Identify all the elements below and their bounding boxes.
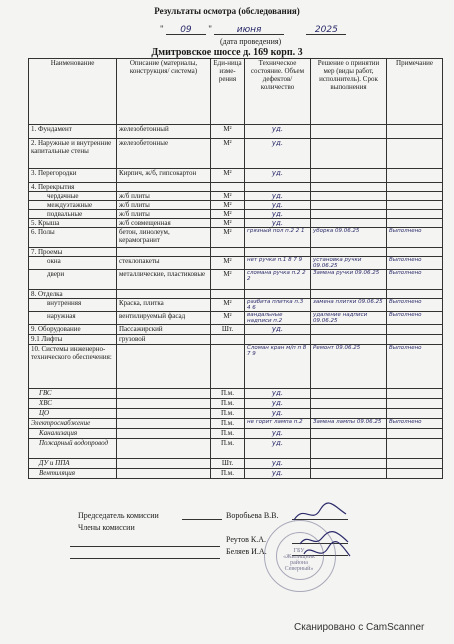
cell-desc (117, 469, 211, 479)
header-note: Примечание (387, 59, 443, 125)
cell-decision: Замена лампы 09.06.25 (311, 419, 387, 429)
table-row (29, 183, 443, 192)
cell-decision (311, 192, 387, 201)
cell-state (245, 290, 311, 299)
cell-state: уд. (245, 409, 311, 419)
cell-desc: вентилируемый фасад (117, 312, 211, 325)
cell-decision: Замена ручки 09.06.25 (311, 270, 387, 290)
cell-state: разбита плитка п.3 4 6 (245, 299, 311, 312)
date-year: 2025 (314, 25, 338, 35)
table-row (29, 290, 443, 299)
cell-name: 1. Фундамент (29, 125, 117, 139)
cell-name: двери (29, 270, 117, 290)
cell-note: Выполнено (387, 419, 443, 429)
cell-state: уд. (245, 201, 311, 210)
cell-state: уд. (245, 399, 311, 409)
cell-state: уд. (245, 459, 311, 469)
cell-note (387, 290, 443, 299)
cell-note (387, 192, 443, 201)
cell-unit: П.м. (211, 429, 245, 439)
cell-state: не горит лампа п.2 (245, 419, 311, 429)
table-row (29, 299, 443, 312)
cell-note: Выполнено (387, 299, 443, 312)
cell-unit (211, 290, 245, 299)
cell-note (387, 248, 443, 257)
table-row (29, 325, 443, 335)
table-row (29, 125, 443, 139)
cell-state (245, 335, 311, 345)
cell-unit: П.м. (211, 419, 245, 429)
cell-note (387, 201, 443, 210)
cell-desc (117, 419, 211, 429)
cell-decision: замена плитки 09.06.25 (311, 299, 387, 312)
cell-unit: М² (211, 299, 245, 312)
table-row (29, 228, 443, 248)
cell-note (387, 125, 443, 139)
table-row (29, 419, 443, 429)
cell-decision (311, 183, 387, 192)
chair-signature (290, 502, 350, 526)
date-line: " 09 " июня 2025 (160, 24, 346, 35)
cell-desc (117, 248, 211, 257)
cell-desc: Краска, плитка (117, 299, 211, 312)
cell-name: Канализация (29, 429, 117, 439)
cell-note (387, 325, 443, 335)
cell-note: Выполнено (387, 228, 443, 248)
table-row (29, 459, 443, 469)
cell-state: вандальные надписи п.2 (245, 312, 311, 325)
cell-state (245, 248, 311, 257)
table-row (29, 210, 443, 219)
header-unit: Еди-ница изме-рения (211, 59, 245, 125)
cell-decision (311, 325, 387, 335)
cell-decision (311, 248, 387, 257)
cell-note (387, 210, 443, 219)
cell-note: Выполнено (387, 270, 443, 290)
members-label: Члены комиссии (78, 523, 135, 532)
cell-unit: М² (211, 192, 245, 201)
cell-unit: М² (211, 139, 245, 169)
cell-decision: уборка 09.06.25 (311, 228, 387, 248)
cell-desc: Пассажирский (117, 325, 211, 335)
cell-name: ДУ и ППА (29, 459, 117, 469)
cell-state: уд. (245, 389, 311, 399)
table-row (29, 345, 443, 389)
cell-note (387, 399, 443, 409)
cell-note (387, 139, 443, 169)
cell-unit: М² (211, 257, 245, 270)
cell-name: 10. Системы инженерно-технического обеспечения: (29, 345, 117, 389)
cell-unit: П.м. (211, 399, 245, 409)
cell-name: 9. Оборудование (29, 325, 117, 335)
cell-decision (311, 219, 387, 228)
cell-state: уд. (245, 210, 311, 219)
cell-unit: М² (211, 228, 245, 248)
member2-signature (300, 540, 354, 562)
cell-unit: П.м. (211, 469, 245, 479)
cell-desc: ж/б плиты (117, 192, 211, 201)
cell-state (245, 183, 311, 192)
cell-decision (311, 210, 387, 219)
cell-decision (311, 389, 387, 399)
cell-name: междуэтажные (29, 201, 117, 210)
cell-desc: ж/б совмещенная (117, 219, 211, 228)
header-decision: Решение о принятии мер (виды работ, исполнитель). Срок выполнения (311, 59, 387, 125)
cell-state: уд. (245, 469, 311, 479)
table-row (29, 201, 443, 210)
table-row (29, 192, 443, 201)
cell-desc: железобетонный (117, 125, 211, 139)
cell-name: 5. Крыша (29, 219, 117, 228)
cell-note (387, 335, 443, 345)
cell-state: уд. (245, 192, 311, 201)
cell-state: уд. (245, 325, 311, 335)
table-row (29, 312, 443, 325)
cell-decision: удаление надписи 09.06.25 (311, 312, 387, 325)
header-name: Наименование (29, 59, 117, 125)
cell-name: подвальные (29, 210, 117, 219)
cell-note: Выполнено (387, 345, 443, 389)
cell-decision (311, 399, 387, 409)
cell-state: грязный пол п.2 2 1 (245, 228, 311, 248)
cell-desc: грузовой (117, 335, 211, 345)
cell-unit: М² (211, 219, 245, 228)
date-caption: (дата проведения) (220, 37, 282, 46)
chair-label: Председатель комиссии (78, 511, 159, 520)
cell-desc: ж/б плиты (117, 210, 211, 219)
cell-state: нет ручки п.1 8 7 9 (245, 257, 311, 270)
cell-desc: бетон, линолеум, керамогранит (117, 228, 211, 248)
cell-decision: Ремонт 09.06.25 (311, 345, 387, 389)
cell-unit: П.м. (211, 389, 245, 399)
cell-unit: П.м. (211, 409, 245, 419)
cell-name: 2. Наружные и внутренние капитальные стены (29, 139, 117, 169)
cell-decision (311, 139, 387, 169)
header-state: Техническое состояние. Объем дефектов/ количество (245, 59, 311, 125)
cell-note (387, 169, 443, 183)
cell-desc (117, 439, 211, 459)
table-row (29, 169, 443, 183)
table-row (29, 399, 443, 409)
cell-note (387, 389, 443, 399)
cell-decision (311, 439, 387, 459)
cell-desc (117, 429, 211, 439)
table-row (29, 219, 443, 228)
header-desc: Описание (материалы, конструкция/ система) (117, 59, 211, 125)
table-row (29, 248, 443, 257)
cell-unit: М² (211, 210, 245, 219)
cell-unit: Шт. (211, 459, 245, 469)
date-month: июня (236, 25, 262, 35)
table-row (29, 429, 443, 439)
cell-name: ХВС (29, 399, 117, 409)
table-row (29, 469, 443, 479)
cell-desc (117, 459, 211, 469)
member1-name: Реутов К.А. (226, 535, 266, 544)
cell-decision (311, 125, 387, 139)
cell-desc: Кирпич, ж/б, гипсокартон (117, 169, 211, 183)
cell-desc (117, 399, 211, 409)
cell-name: внутренняя (29, 299, 117, 312)
cell-decision (311, 169, 387, 183)
scanner-footer: Сканировано с CamScanner (294, 622, 425, 633)
cell-note (387, 469, 443, 479)
doc-title: Результаты осмотра (обследования) (154, 6, 300, 16)
cell-name: наружная (29, 312, 117, 325)
cell-note (387, 219, 443, 228)
cell-unit: М² (211, 270, 245, 290)
address: Дмитровское шоссе д. 169 корп. 3 (151, 47, 303, 58)
cell-note (387, 429, 443, 439)
cell-desc (117, 183, 211, 192)
cell-desc: металлические, пластиковые (117, 270, 211, 290)
table-row (29, 139, 443, 169)
cell-unit: М² (211, 201, 245, 210)
table-row (29, 270, 443, 290)
cell-desc: стеклопакеты (117, 257, 211, 270)
cell-note: Выполнено (387, 257, 443, 270)
cell-desc: железобетонные (117, 139, 211, 169)
cell-decision (311, 459, 387, 469)
table-row (29, 257, 443, 270)
cell-state: сломана ручка п.2 2 2 (245, 270, 311, 290)
cell-name: 7. Проемы (29, 248, 117, 257)
cell-decision (311, 335, 387, 345)
cell-unit: Шт. (211, 325, 245, 335)
cell-note (387, 459, 443, 469)
cell-name: 4. Перекрытия (29, 183, 117, 192)
cell-decision (311, 429, 387, 439)
cell-unit: М² (211, 125, 245, 139)
cell-desc: ж/б плиты (117, 201, 211, 210)
cell-state: уд. (245, 439, 311, 459)
cell-unit (211, 335, 245, 345)
cell-state: Сломан кран м/п п 8 7 9 (245, 345, 311, 389)
cell-note (387, 409, 443, 419)
cell-unit: М² (211, 169, 245, 183)
cell-state: уд. (245, 429, 311, 439)
cell-note (387, 439, 443, 459)
cell-name: Электроснабжение (29, 419, 117, 429)
cell-desc (117, 389, 211, 399)
cell-desc (117, 290, 211, 299)
table-row (29, 335, 443, 345)
table-row (29, 439, 443, 459)
cell-name: ГВС (29, 389, 117, 399)
cell-unit: П.м. (211, 439, 245, 459)
cell-name: 9.1 Лифты (29, 335, 117, 345)
date-day: 09 (180, 25, 192, 35)
cell-unit (211, 183, 245, 192)
cell-note: Выполнено (387, 312, 443, 325)
cell-decision (311, 469, 387, 479)
cell-name: 8. Отделка (29, 290, 117, 299)
table-row (29, 389, 443, 399)
cell-state: уд. (245, 169, 311, 183)
table-row (29, 409, 443, 419)
stamp-text: ГБУ «Жилищник района Северный» (283, 548, 315, 572)
cell-state: уд. (245, 139, 311, 169)
cell-name: Пожарный водопровод (29, 439, 117, 459)
cell-decision: установка ручки 09.06.25 (311, 257, 387, 270)
cell-desc (117, 345, 211, 389)
cell-decision (311, 290, 387, 299)
cell-decision (311, 201, 387, 210)
cell-name: чердачные (29, 192, 117, 201)
cell-unit (211, 345, 245, 389)
member2-name: Беляев И.А. (226, 547, 267, 556)
cell-name: 6. Полы (29, 228, 117, 248)
cell-state: уд. (245, 219, 311, 228)
cell-unit (211, 248, 245, 257)
cell-unit: М² (211, 312, 245, 325)
cell-decision (311, 409, 387, 419)
chair-name: Воробьева В.В. (226, 511, 279, 520)
inspection-table (28, 58, 443, 479)
cell-name: 3. Перегородки (29, 169, 117, 183)
cell-state: уд. (245, 125, 311, 139)
cell-note (387, 183, 443, 192)
cell-name: ЦО (29, 409, 117, 419)
cell-name: окна (29, 257, 117, 270)
cell-desc (117, 409, 211, 419)
cell-name: Вентиляция (29, 469, 117, 479)
